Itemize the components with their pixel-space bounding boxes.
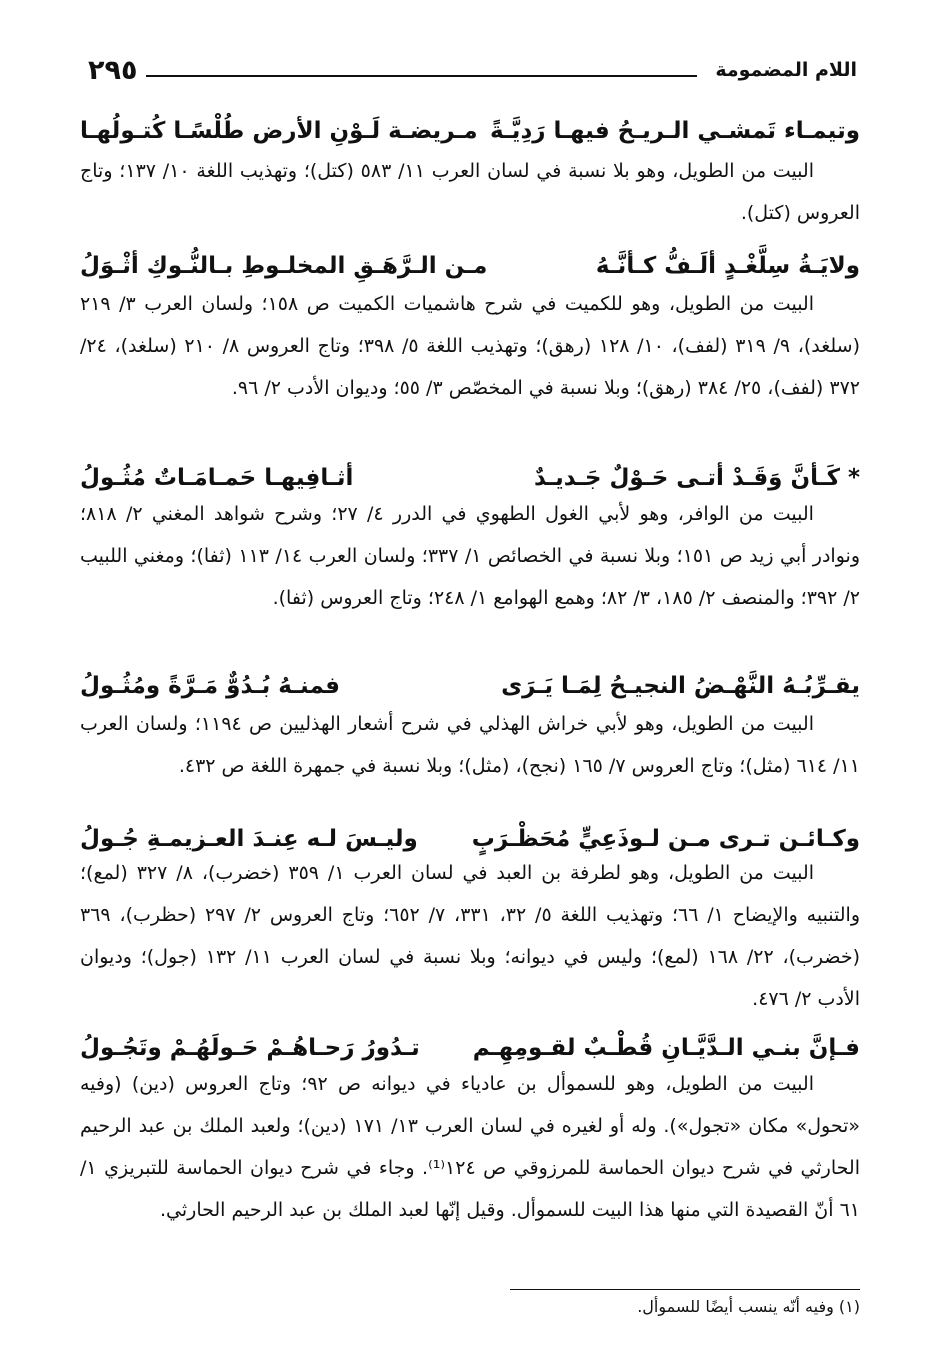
verse-first-hemistich: فـإنَّ بنـي الـدَّيَّـانِ قُطْـبٌ لقـومِهِـم bbox=[472, 1035, 860, 1061]
verse-annotation bbox=[80, 283, 860, 451]
verse-first-hemistich: وكـائـن تـرى مـن لـوذَعِيٍّ مُحَظْـرَبٍ bbox=[471, 826, 860, 852]
verse-first-hemistich: يقـرِّبُـهُ النَّهْـضُ النجيـحُ لِمَـا يَـرَى bbox=[501, 673, 860, 699]
annotation-text: البيت من الطويل، وهو لطرفة بن العبد في لسان العرب ١/ ٣٥٩ (خضرب)، ٨/ ٣٢٧ (لمع)؛ والتنبيه والإيضاح ١/ ٦٦؛ وتهذيب اللغة ٥/ ٣٢، ٣٣١، ٧/ ٦٥٢؛ وتاج العروس ٢/ ٢٩٧ (حظرب)، ٣٦٩ (خضرب)، ٢٢/ ١٦٨ (لمع)؛ وليس في ديوانه؛ وبلا نسبة في لسان العرب ١١/ ١٣٢ (جول)؛ وديوان الأدب ٢/ ٤٧٦. bbox=[80, 862, 861, 1010]
running-head bbox=[88, 55, 857, 91]
verse-line bbox=[80, 447, 860, 491]
annotation-text: البيت من الطويل، وهو بلا نسبة في لسان العرب ١١/ ٥٨٣ (كتل)؛ وتهذيب اللغة ١٠/ ١٣٧؛ وتاج العروس (كتل). bbox=[80, 160, 860, 224]
verse-annotation bbox=[80, 493, 860, 661]
annotation-text: البيت من الطويل، وهو للسموأل بن عادياء في ديوانه ص ٩٢؛ وتاج العروس (دين) (وفيه «تحول» مكان «تجول»). وله أو لغيره في لسان العرب ١٣/ ١٧١ (دين)؛ ولعبد الملك بن عبد الرحيم الحارثي في شرح ديوان الحماسة للمرزوقي ص ١٢٤⁽¹⁾. وجاء في شرح ديوان الحماسة للتبريزي ١/ ٦١ أنّ القصيدة التي منها هذا البيت للسموأل. وقيل إنّها لعبد الملك بن عبد الرحيم الحارثي. bbox=[80, 1073, 860, 1221]
verse-annotation bbox=[80, 150, 860, 234]
header-rule bbox=[146, 75, 697, 77]
verse-second-hemistich: فمنـهُ بُـدُوٌّ مَـرَّةً ومُثُـولُ bbox=[80, 673, 340, 699]
verse-first-hemistich bbox=[534, 465, 860, 491]
verse-line bbox=[80, 1017, 860, 1061]
annotation-text: البيت من الوافر، وهو لأبي الغول الطهوي في الدرر ٤/ ٢٧؛ وشرح شواهد المغني ٢/ ٨١٨؛ ونوادر أبي زيد ص ١٥١؛ وبلا نسبة في الخصائص ١/ ٣٣٧؛ ولسان العرب ١٤/ ١١٣ (ثفا)؛ ومغني اللبيب ٢/ ٣٩٢؛ والمنصف ٢/ ١٨٥، ٣/ ٨٢؛ وهمع الهوامع ١/ ٢٤٨؛ وتاج العروس (ثفا). bbox=[80, 503, 860, 609]
verse-second-hemistich: وليـسَ لـه عِنـدَ العـزيمـةِ جُـولُ bbox=[80, 826, 418, 852]
verse-first-hemistich-text: كَـأنَّ وَقَـدْ أتـى حَـوْلٌ جَـديـدٌ bbox=[533, 465, 840, 491]
verse-second-hemistich: مـن الـرَّهَـقِ المخلـوطِ بـالنُّـوكِ أثْـوَلُ bbox=[80, 253, 488, 279]
footnote: (١) وفيه أنّه ينسب أيضًا للسموأل. bbox=[637, 1297, 860, 1316]
verse-line bbox=[80, 235, 860, 279]
verse-first-hemistich: وتيمـاء تَمشـي الـريـحُ فيهـا رَدِيَّـةً bbox=[490, 118, 860, 144]
verse-annotation bbox=[80, 1063, 860, 1273]
page-number: ٢٩٥ bbox=[88, 55, 138, 86]
chapter-title: اللام المضمومة bbox=[715, 59, 857, 81]
footnote-rule bbox=[510, 1289, 860, 1290]
star-marker: * bbox=[847, 465, 860, 491]
verse-second-hemistich: أثـافِيهـا حَمـامَـاتٌ مُثُـولُ bbox=[80, 465, 354, 491]
verse-line bbox=[80, 655, 860, 699]
verse-annotation bbox=[80, 852, 860, 1020]
verse-line bbox=[80, 100, 860, 144]
verse-line bbox=[80, 808, 860, 852]
verse-second-hemistich: مـريضـة لَـوْنِ الأرض طُلْسًـا كُتـولُهـا bbox=[80, 118, 478, 144]
verse-first-hemistich: ولايَـةُ سِلَّغْـدٍ ألَـفُّ كـأنَّـهُ bbox=[595, 253, 860, 279]
annotation-text: البيت من الطويل، وهو لأبي خراش الهذلي في شرح أشعار الهذليين ص ١١٩٤؛ ولسان العرب ١١/ ٦١٤ (مثل)؛ وتاج العروس ٧/ ١٦٥ (نجح)، (مثل)؛ وبلا نسبة في جمهرة اللغة ص ٤٣٢. bbox=[80, 713, 860, 777]
annotation-text: البيت من الطويل، وهو للكميت في شرح هاشميات الكميت ص ١٥٨؛ ولسان العرب ٣/ ٢١٩ (سلغد)، ٩/ ٣١٩ (لفف)، ١٠/ ١٢٨ (رهق)؛ وتهذيب اللغة ٥/ ٣٩٨؛ وتاج العروس ٨/ ٢١٠ (سلغد)، ٢٤/ ٣٧٢ (لفف)، ٢٥/ ٣٨٤ (رهق)؛ وبلا نسبة في المخصّص ٣/ ٥٥؛ وديوان الأدب ٢/ ٩٦. bbox=[80, 293, 861, 399]
verse-second-hemistich: تـدُورُ رَحـاهُـمْ حَـولَهُـمْ وتَجُـولُ bbox=[80, 1035, 420, 1061]
